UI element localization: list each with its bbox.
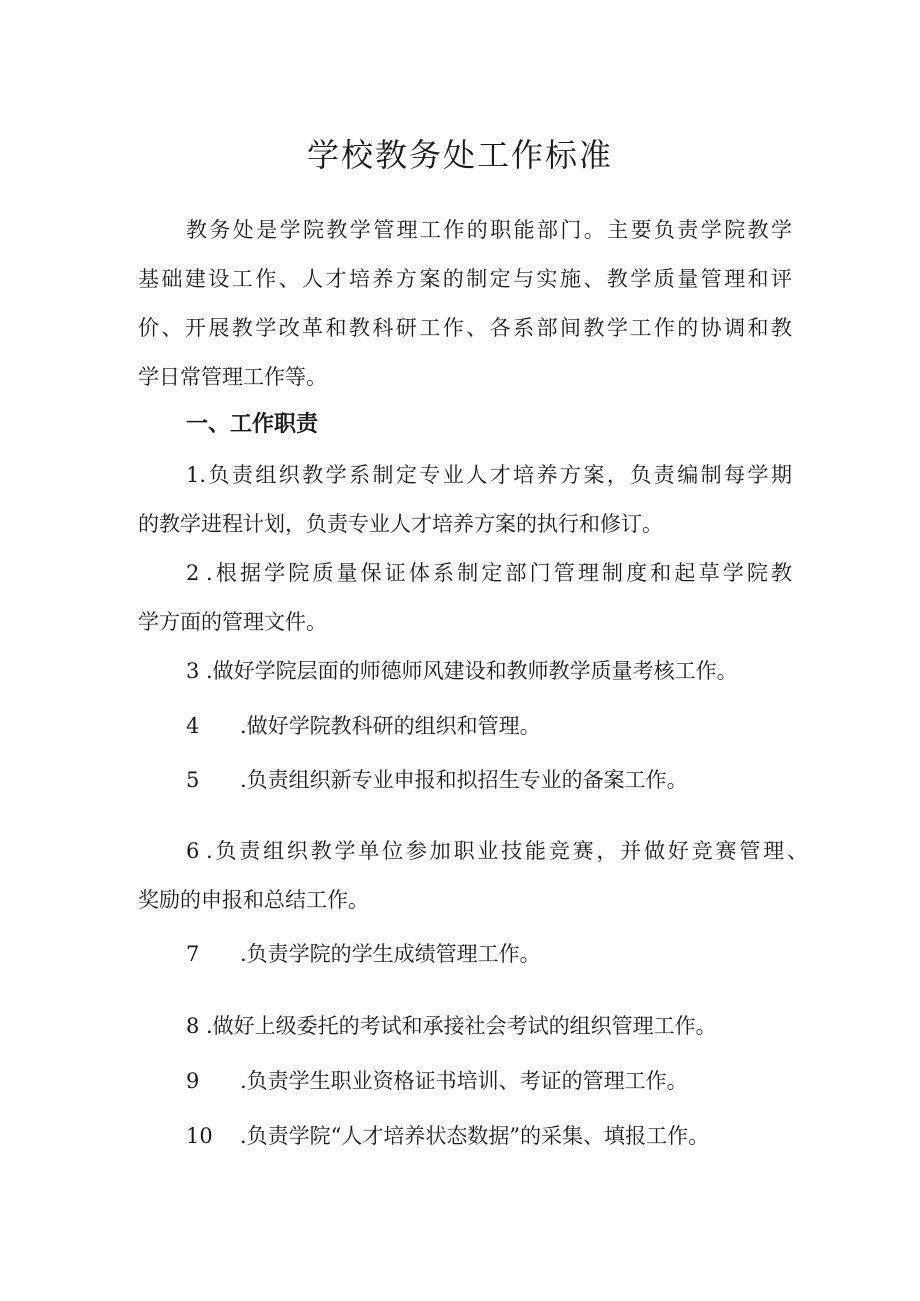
item-6-line-2: 奖励的申报和总结工作。 [138,888,369,912]
item-5-number: 5 [186,768,200,792]
item-1-line-1: 1.负责组织教学系制定专业人才培养方案，负责编制每学期 [186,463,792,487]
item-3-text: .做好学院层面的师德师风建设和教师教学质量考核工作。 [206,659,738,683]
item-2-line-1: .根据学院质量保证体系制定部门管理制度和起草学院教 [206,561,792,585]
item-10-number: 10 [186,1124,213,1148]
item-2-number: 2 [186,561,200,585]
item-4-text: .做好学院教科研的组织和管理。 [240,714,541,738]
item-2-line-2: 学方面的管理文件。 [138,610,327,634]
section-heading: 一、工作职责 [186,412,319,437]
item-9-number: 9 [186,1069,200,1093]
document-title: 学校教务处工作标准 [306,136,613,174]
item-8-text: .做好上级委托的考试和承接社会考试的组织管理工作。 [206,1014,717,1038]
item-6-number: 6 [186,839,200,863]
item-4-number: 4 [186,714,200,738]
item-9-text: .负责学生职业资格证书培训、考证的管理工作。 [240,1069,688,1093]
intro-line-1: 教务处是学院教学管理工作的职能部门。主要负责学院教学 [186,218,792,242]
item-3-number: 3 [186,659,200,683]
intro-line-2: 基础建设工作、人才培养方案的制定与实施、教学质量管理和评 [138,267,792,291]
item-7-number: 7 [186,942,200,966]
intro-line-3: 价、开展教学改革和教科研工作、各系部间教学工作的协调和教 [138,316,792,340]
item-8-number: 8 [186,1014,200,1038]
item-10-text: .负责学院“人才培养状态数据”的采集、填报工作。 [240,1124,710,1148]
item-7-text: .负责学院的学生成绩管理工作。 [240,942,541,966]
item-1-line-2: 的教学进程计划，负责专业人才培养方案的执行和修订。 [138,512,663,536]
item-5-text: .负责组织新专业申报和拟招生专业的备案工作。 [240,768,688,792]
intro-line-4: 学日常管理工作等。 [138,365,327,389]
item-6-line-1: .负责组织教学单位参加职业技能竞赛，并做好竞赛管理、 [206,839,808,863]
